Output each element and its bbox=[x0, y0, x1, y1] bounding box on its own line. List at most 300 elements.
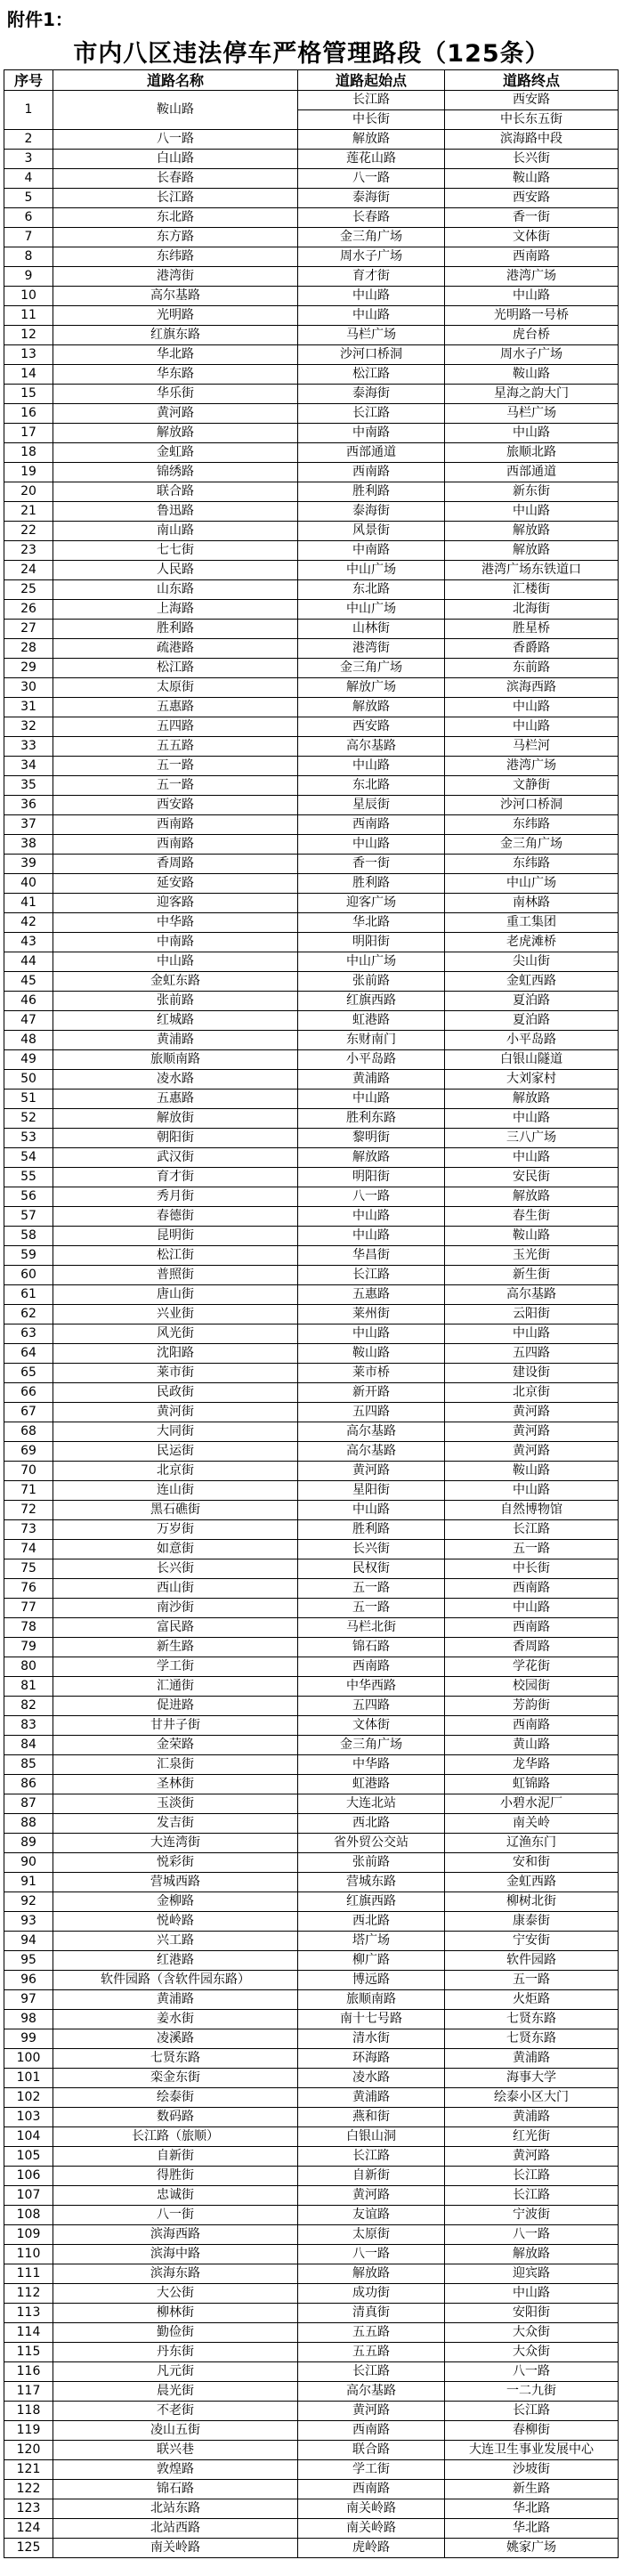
table-row bbox=[4, 2069, 619, 2088]
cell-end: 龙华路 bbox=[445, 1755, 619, 1775]
table-row bbox=[4, 1266, 619, 1285]
header-end-point: 道路终点 bbox=[445, 70, 619, 91]
table-row bbox=[4, 933, 619, 952]
cell-road-name: 西南路 bbox=[53, 815, 298, 835]
cell-start: 中华路 bbox=[298, 1755, 445, 1775]
table-row bbox=[4, 1677, 619, 1697]
document-title: 市内八区违法停车严格管理路段（125条） bbox=[73, 40, 550, 68]
table-row bbox=[4, 2284, 619, 2304]
cell-no: 49 bbox=[4, 1050, 53, 1070]
cell-no: 110 bbox=[4, 2245, 53, 2264]
table-row bbox=[4, 1971, 619, 1990]
cell-end: 长江路 bbox=[445, 2402, 619, 2421]
cell-no: 70 bbox=[4, 1462, 53, 1481]
cell-road-name: 华北路 bbox=[53, 345, 298, 365]
cell-end: 黄河路 bbox=[445, 1403, 619, 1422]
cell-start: 黄河路 bbox=[298, 1462, 445, 1481]
cell-road-name: 张前路 bbox=[53, 992, 298, 1011]
table-row bbox=[4, 1912, 619, 1932]
cell-no: 10 bbox=[4, 287, 53, 306]
cell-no: 72 bbox=[4, 1501, 53, 1520]
cell-start: 中山路 bbox=[298, 757, 445, 776]
cell-road-name: 金虹东路 bbox=[53, 972, 298, 992]
cell-end: 八一路 bbox=[445, 2225, 619, 2245]
cell-start: 泰海街 bbox=[298, 385, 445, 404]
table-row bbox=[4, 1129, 619, 1148]
cell-no: 59 bbox=[4, 1246, 53, 1266]
table-row bbox=[4, 659, 619, 678]
cell-no: 24 bbox=[4, 561, 53, 580]
table-row bbox=[4, 1579, 619, 1599]
cell-no: 21 bbox=[4, 502, 53, 522]
cell-end: 周水子广场 bbox=[445, 345, 619, 365]
cell-start: 华北路 bbox=[298, 913, 445, 933]
cell-road-name: 五一路 bbox=[53, 776, 298, 796]
cell-end: 中山路 bbox=[445, 287, 619, 306]
table-row bbox=[4, 776, 619, 796]
cell-road-name: 学工街 bbox=[53, 1657, 298, 1677]
table-row bbox=[4, 1638, 619, 1657]
cell-road-name: 甘井子街 bbox=[53, 1716, 298, 1736]
cell-end: 春柳街 bbox=[445, 2421, 619, 2441]
cell-start: 胜利东路 bbox=[298, 1109, 445, 1129]
cell-road-name: 华东路 bbox=[53, 365, 298, 385]
cell-no: 84 bbox=[4, 1736, 53, 1755]
cell-road-name: 汇泉街 bbox=[53, 1755, 298, 1775]
header-no: 序号 bbox=[4, 70, 53, 91]
table-row bbox=[4, 1736, 619, 1755]
cell-start: 中南路 bbox=[298, 541, 445, 561]
cell-start: 文体街 bbox=[298, 1716, 445, 1736]
cell-start: 鞍山路 bbox=[298, 1344, 445, 1364]
table-row bbox=[4, 815, 619, 835]
cell-end: 中山路 bbox=[445, 1324, 619, 1344]
cell-road-name: 五惠路 bbox=[53, 698, 298, 717]
cell-end: 解放路 bbox=[445, 1187, 619, 1207]
cell-road-name: 南关岭路 bbox=[53, 2539, 298, 2558]
cell-no: 124 bbox=[4, 2519, 53, 2539]
cell-no: 57 bbox=[4, 1207, 53, 1227]
table-row bbox=[4, 404, 619, 424]
table-row bbox=[4, 2323, 619, 2343]
cell-end: 八一路 bbox=[445, 2362, 619, 2382]
cell-start: 周水子广场 bbox=[298, 247, 445, 267]
cell-no: 31 bbox=[4, 698, 53, 717]
cell-road-name: 普照街 bbox=[53, 1266, 298, 1285]
cell-no: 32 bbox=[4, 717, 53, 737]
cell-no: 83 bbox=[4, 1716, 53, 1736]
cell-end: 安和街 bbox=[445, 1853, 619, 1873]
cell-road-name: 凌山五街 bbox=[53, 2421, 298, 2441]
cell-no: 97 bbox=[4, 1990, 53, 2010]
cell-road-name: 晨光街 bbox=[53, 2382, 298, 2402]
cell-start: 马栏广场 bbox=[298, 326, 445, 345]
cell-start: 胜利路 bbox=[298, 1520, 445, 1540]
table-row bbox=[4, 1755, 619, 1775]
cell-no: 103 bbox=[4, 2108, 53, 2127]
cell-end: 小碧水泥厂 bbox=[445, 1794, 619, 1814]
cell-start: 黄浦路 bbox=[298, 1070, 445, 1090]
table-row bbox=[4, 2147, 619, 2167]
cell-road-name: 兴工路 bbox=[53, 1932, 298, 1951]
cell-end: 解放路 bbox=[445, 2245, 619, 2264]
table-row bbox=[4, 1324, 619, 1344]
cell-road-name: 中山路 bbox=[53, 952, 298, 972]
cell-no: 74 bbox=[4, 1540, 53, 1559]
cell-start: 解放广场 bbox=[298, 678, 445, 698]
cell-start: 五五路 bbox=[298, 2323, 445, 2343]
cell-end: 玉光街 bbox=[445, 1246, 619, 1266]
cell-road-name: 红城路 bbox=[53, 1011, 298, 1031]
cell-road-name: 数码路 bbox=[53, 2108, 298, 2127]
table-row bbox=[4, 1481, 619, 1501]
cell-start: 张前路 bbox=[298, 1853, 445, 1873]
cell-start: 锦石路 bbox=[298, 1638, 445, 1657]
cell-no: 113 bbox=[4, 2304, 53, 2323]
cell-start: 新开路 bbox=[298, 1383, 445, 1403]
cell-no: 79 bbox=[4, 1638, 53, 1657]
cell-road-name: 昆明街 bbox=[53, 1227, 298, 1246]
cell-start: 中山路 bbox=[298, 835, 445, 855]
cell-no: 65 bbox=[4, 1364, 53, 1383]
cell-end: 黄河路 bbox=[445, 1422, 619, 1442]
cell-road-name: 红港路 bbox=[53, 1951, 298, 1971]
attachment-label: 附件1： bbox=[7, 9, 73, 30]
cell-no: 100 bbox=[4, 2049, 53, 2069]
cell-start: 自新街 bbox=[298, 2167, 445, 2186]
table-row bbox=[4, 2264, 619, 2284]
cell-road-name: 五四路 bbox=[53, 717, 298, 737]
cell-no: 104 bbox=[4, 2127, 53, 2147]
cell-start: 长江路 bbox=[298, 2362, 445, 2382]
cell-road-name: 鲁迅路 bbox=[53, 502, 298, 522]
cell-start: 星辰街 bbox=[298, 796, 445, 815]
cell-road-name: 绘泰街 bbox=[53, 2088, 298, 2108]
cell-no: 40 bbox=[4, 874, 53, 894]
cell-end: 老虎滩桥 bbox=[445, 933, 619, 952]
cell-end: 大众街 bbox=[445, 2343, 619, 2362]
cell-road-name: 太原街 bbox=[53, 678, 298, 698]
cell-end: 姚家广场 bbox=[445, 2539, 619, 2558]
cell-no: 92 bbox=[4, 1892, 53, 1912]
cell-no: 87 bbox=[4, 1794, 53, 1814]
cell-end: 中山广场 bbox=[445, 874, 619, 894]
table-row bbox=[4, 1814, 619, 1834]
cell-road-name: 鞍山路 bbox=[53, 91, 298, 130]
cell-end: 西南路 bbox=[445, 1579, 619, 1599]
cell-end: 黄河路 bbox=[445, 2147, 619, 2167]
cell-road-name: 大公街 bbox=[53, 2284, 298, 2304]
cell-start: 五五路 bbox=[298, 2343, 445, 2362]
cell-end: 软件园路 bbox=[445, 1951, 619, 1971]
table-row bbox=[4, 306, 619, 326]
cell-road-name: 勤俭街 bbox=[53, 2323, 298, 2343]
cell-road-name: 如意街 bbox=[53, 1540, 298, 1559]
table-row bbox=[4, 620, 619, 639]
cell-no: 3 bbox=[4, 150, 53, 169]
cell-road-name: 七七街 bbox=[53, 541, 298, 561]
cell-road-name: 凡元街 bbox=[53, 2362, 298, 2382]
cell-no: 102 bbox=[4, 2088, 53, 2108]
cell-road-name: 金荣路 bbox=[53, 1736, 298, 1755]
cell-end: 中长东五街 bbox=[445, 110, 619, 130]
table-row bbox=[4, 1070, 619, 1090]
cell-no: 62 bbox=[4, 1305, 53, 1324]
cell-start: 泰海街 bbox=[298, 189, 445, 208]
table-row bbox=[4, 1050, 619, 1070]
cell-no: 7 bbox=[4, 228, 53, 247]
cell-end: 新生路 bbox=[445, 2480, 619, 2499]
cell-end: 中山路 bbox=[445, 1148, 619, 1168]
table-row bbox=[4, 1657, 619, 1677]
cell-end: 安阳街 bbox=[445, 2304, 619, 2323]
cell-no: 71 bbox=[4, 1481, 53, 1501]
table-row bbox=[4, 1403, 619, 1422]
cell-road-name: 白山路 bbox=[53, 150, 298, 169]
cell-no: 50 bbox=[4, 1070, 53, 1090]
table-row bbox=[4, 757, 619, 776]
cell-start: 港湾街 bbox=[298, 639, 445, 659]
cell-road-name: 华乐街 bbox=[53, 385, 298, 404]
cell-road-name: 悦彩街 bbox=[53, 1853, 298, 1873]
cell-no: 73 bbox=[4, 1520, 53, 1540]
cell-end: 鞍山路 bbox=[445, 365, 619, 385]
cell-road-name: 万岁街 bbox=[53, 1520, 298, 1540]
cell-start: 胜利路 bbox=[298, 482, 445, 502]
cell-road-name: 敦煌路 bbox=[53, 2460, 298, 2480]
cell-road-name: 育才街 bbox=[53, 1168, 298, 1187]
table-row bbox=[4, 992, 619, 1011]
table-row bbox=[4, 1618, 619, 1638]
cell-road-name: 玉淡街 bbox=[53, 1794, 298, 1814]
table-row bbox=[4, 150, 619, 169]
table-row bbox=[4, 2362, 619, 2382]
cell-end: 中山路 bbox=[445, 424, 619, 443]
table-row bbox=[4, 1501, 619, 1520]
cell-no: 23 bbox=[4, 541, 53, 561]
cell-road-name: 锦石路 bbox=[53, 2480, 298, 2499]
cell-road-name: 北站东路 bbox=[53, 2499, 298, 2519]
cell-road-name: 黄河街 bbox=[53, 1403, 298, 1422]
cell-no: 118 bbox=[4, 2402, 53, 2421]
cell-end: 绘泰小区大门 bbox=[445, 2088, 619, 2108]
cell-no: 67 bbox=[4, 1403, 53, 1422]
cell-no: 51 bbox=[4, 1090, 53, 1109]
cell-end: 星海之韵大门 bbox=[445, 385, 619, 404]
cell-no: 22 bbox=[4, 522, 53, 541]
cell-end: 金虹西路 bbox=[445, 1873, 619, 1892]
cell-end: 鞍山路 bbox=[445, 169, 619, 189]
cell-start: 高尔基路 bbox=[298, 737, 445, 757]
cell-end: 学花街 bbox=[445, 1657, 619, 1677]
cell-no: 16 bbox=[4, 404, 53, 424]
cell-start: 中南路 bbox=[298, 424, 445, 443]
table-row bbox=[4, 972, 619, 992]
table-row bbox=[4, 717, 619, 737]
cell-no: 88 bbox=[4, 1814, 53, 1834]
cell-no: 55 bbox=[4, 1168, 53, 1187]
cell-no: 13 bbox=[4, 345, 53, 365]
cell-road-name: 松江街 bbox=[53, 1246, 298, 1266]
cell-end: 南林路 bbox=[445, 894, 619, 913]
cell-road-name: 金柳路 bbox=[53, 1892, 298, 1912]
table-row bbox=[4, 385, 619, 404]
cell-start: 中山广场 bbox=[298, 600, 445, 620]
cell-no: 9 bbox=[4, 267, 53, 287]
cell-end: 马栏河 bbox=[445, 737, 619, 757]
cell-end: 柳树北街 bbox=[445, 1892, 619, 1912]
cell-start: 民权街 bbox=[298, 1559, 445, 1579]
cell-no: 38 bbox=[4, 835, 53, 855]
cell-end: 黄河路 bbox=[445, 1442, 619, 1462]
cell-road-name: 西山街 bbox=[53, 1579, 298, 1599]
cell-road-name: 西南路 bbox=[53, 835, 298, 855]
cell-start: 小平岛路 bbox=[298, 1050, 445, 1070]
cell-no: 106 bbox=[4, 2167, 53, 2186]
table-row bbox=[4, 1168, 619, 1187]
cell-no: 5 bbox=[4, 189, 53, 208]
cell-start: 长江路 bbox=[298, 1266, 445, 1285]
cell-start: 迎客广场 bbox=[298, 894, 445, 913]
table-row bbox=[4, 1794, 619, 1814]
cell-start: 莱州街 bbox=[298, 1305, 445, 1324]
cell-start: 大连北站 bbox=[298, 1794, 445, 1814]
cell-start: 八一路 bbox=[298, 169, 445, 189]
table-row bbox=[4, 482, 619, 502]
cell-no: 93 bbox=[4, 1912, 53, 1932]
cell-no: 36 bbox=[4, 796, 53, 815]
cell-start: 八一路 bbox=[298, 2245, 445, 2264]
cell-no: 75 bbox=[4, 1559, 53, 1579]
cell-road-name: 金虹路 bbox=[53, 443, 298, 463]
table-row bbox=[4, 1775, 619, 1794]
table-row bbox=[4, 1932, 619, 1951]
cell-start: 学工街 bbox=[298, 2460, 445, 2480]
cell-no: 4 bbox=[4, 169, 53, 189]
table-row bbox=[4, 1246, 619, 1266]
cell-start: 五四路 bbox=[298, 1697, 445, 1716]
cell-no: 66 bbox=[4, 1383, 53, 1403]
cell-road-name: 解放路 bbox=[53, 424, 298, 443]
cell-no: 111 bbox=[4, 2264, 53, 2284]
cell-start: 高尔基路 bbox=[298, 2382, 445, 2402]
cell-start: 塔广场 bbox=[298, 1932, 445, 1951]
cell-start: 友谊路 bbox=[298, 2206, 445, 2225]
cell-no: 35 bbox=[4, 776, 53, 796]
cell-end: 解放路 bbox=[445, 1090, 619, 1109]
cell-no: 89 bbox=[4, 1834, 53, 1853]
cell-start: 金三角广场 bbox=[298, 228, 445, 247]
cell-no: 17 bbox=[4, 424, 53, 443]
cell-road-name: 松江路 bbox=[53, 659, 298, 678]
cell-start: 红旗西路 bbox=[298, 992, 445, 1011]
cell-end: 港湾广场 bbox=[445, 267, 619, 287]
cell-no: 2 bbox=[4, 130, 53, 150]
table-row bbox=[4, 1207, 619, 1227]
cell-road-name: 东方路 bbox=[53, 228, 298, 247]
cell-start: 风景街 bbox=[298, 522, 445, 541]
cell-road-name: 香周路 bbox=[53, 855, 298, 874]
table-row bbox=[4, 1442, 619, 1462]
cell-no: 53 bbox=[4, 1129, 53, 1148]
cell-road-name: 疏港路 bbox=[53, 639, 298, 659]
table-row bbox=[4, 1422, 619, 1442]
cell-end: 中山路 bbox=[445, 1109, 619, 1129]
cell-end: 安民街 bbox=[445, 1168, 619, 1187]
cell-start: 中山路 bbox=[298, 287, 445, 306]
cell-end: 长江路 bbox=[445, 2167, 619, 2186]
cell-no: 115 bbox=[4, 2343, 53, 2362]
table-row bbox=[4, 1031, 619, 1050]
cell-start: 长江路 bbox=[298, 2147, 445, 2167]
table-row bbox=[4, 2108, 619, 2127]
cell-start: 长兴街 bbox=[298, 1540, 445, 1559]
cell-road-name: 解放街 bbox=[53, 1109, 298, 1129]
cell-start: 西北路 bbox=[298, 1814, 445, 1834]
cell-no: 112 bbox=[4, 2284, 53, 2304]
cell-end: 长江路 bbox=[445, 1520, 619, 1540]
table-row bbox=[4, 561, 619, 580]
cell-start: 西北路 bbox=[298, 1912, 445, 1932]
cell-start: 长江路 bbox=[298, 91, 445, 110]
cell-road-name: 五一路 bbox=[53, 757, 298, 776]
table-row bbox=[4, 913, 619, 933]
cell-start: 五惠路 bbox=[298, 1285, 445, 1305]
cell-end: 港湾广场 bbox=[445, 757, 619, 776]
cell-road-name: 高尔基路 bbox=[53, 287, 298, 306]
cell-road-name: 红旗东路 bbox=[53, 326, 298, 345]
cell-end: 香周路 bbox=[445, 1638, 619, 1657]
cell-start: 中长街 bbox=[298, 110, 445, 130]
cell-end: 解放路 bbox=[445, 522, 619, 541]
cell-end: 沙河口桥洞 bbox=[445, 796, 619, 815]
table-row bbox=[4, 345, 619, 365]
cell-no: 68 bbox=[4, 1422, 53, 1442]
cell-end: 西南路 bbox=[445, 1716, 619, 1736]
cell-road-name: 凌溪路 bbox=[53, 2029, 298, 2049]
cell-no: 28 bbox=[4, 639, 53, 659]
cell-end: 东前路 bbox=[445, 659, 619, 678]
cell-start: 清真街 bbox=[298, 2304, 445, 2323]
table-row bbox=[4, 1462, 619, 1481]
cell-no: 46 bbox=[4, 992, 53, 1011]
table-row bbox=[4, 2441, 619, 2460]
cell-start: 八一路 bbox=[298, 1187, 445, 1207]
cell-start: 虹港路 bbox=[298, 1011, 445, 1031]
cell-road-name: 莱市街 bbox=[53, 1364, 298, 1383]
cell-road-name: 锦绣路 bbox=[53, 463, 298, 482]
cell-no: 69 bbox=[4, 1442, 53, 1462]
cell-end: 西南路 bbox=[445, 1618, 619, 1638]
table-row bbox=[4, 2010, 619, 2029]
table-row bbox=[4, 2127, 619, 2147]
table-row bbox=[4, 1148, 619, 1168]
cell-road-name: 中华路 bbox=[53, 913, 298, 933]
table-row bbox=[4, 1090, 619, 1109]
cell-end: 尖山街 bbox=[445, 952, 619, 972]
cell-end: 马栏广场 bbox=[445, 404, 619, 424]
cell-end: 大刘家村 bbox=[445, 1070, 619, 1090]
cell-no: 77 bbox=[4, 1599, 53, 1618]
cell-start: 解放路 bbox=[298, 2264, 445, 2284]
cell-start: 解放路 bbox=[298, 130, 445, 150]
cell-end: 小平岛路 bbox=[445, 1031, 619, 1050]
cell-end: 五四路 bbox=[445, 1344, 619, 1364]
cell-no: 25 bbox=[4, 580, 53, 600]
cell-no: 117 bbox=[4, 2382, 53, 2402]
cell-end: 校园街 bbox=[445, 1677, 619, 1697]
cell-start: 南关岭路 bbox=[298, 2499, 445, 2519]
